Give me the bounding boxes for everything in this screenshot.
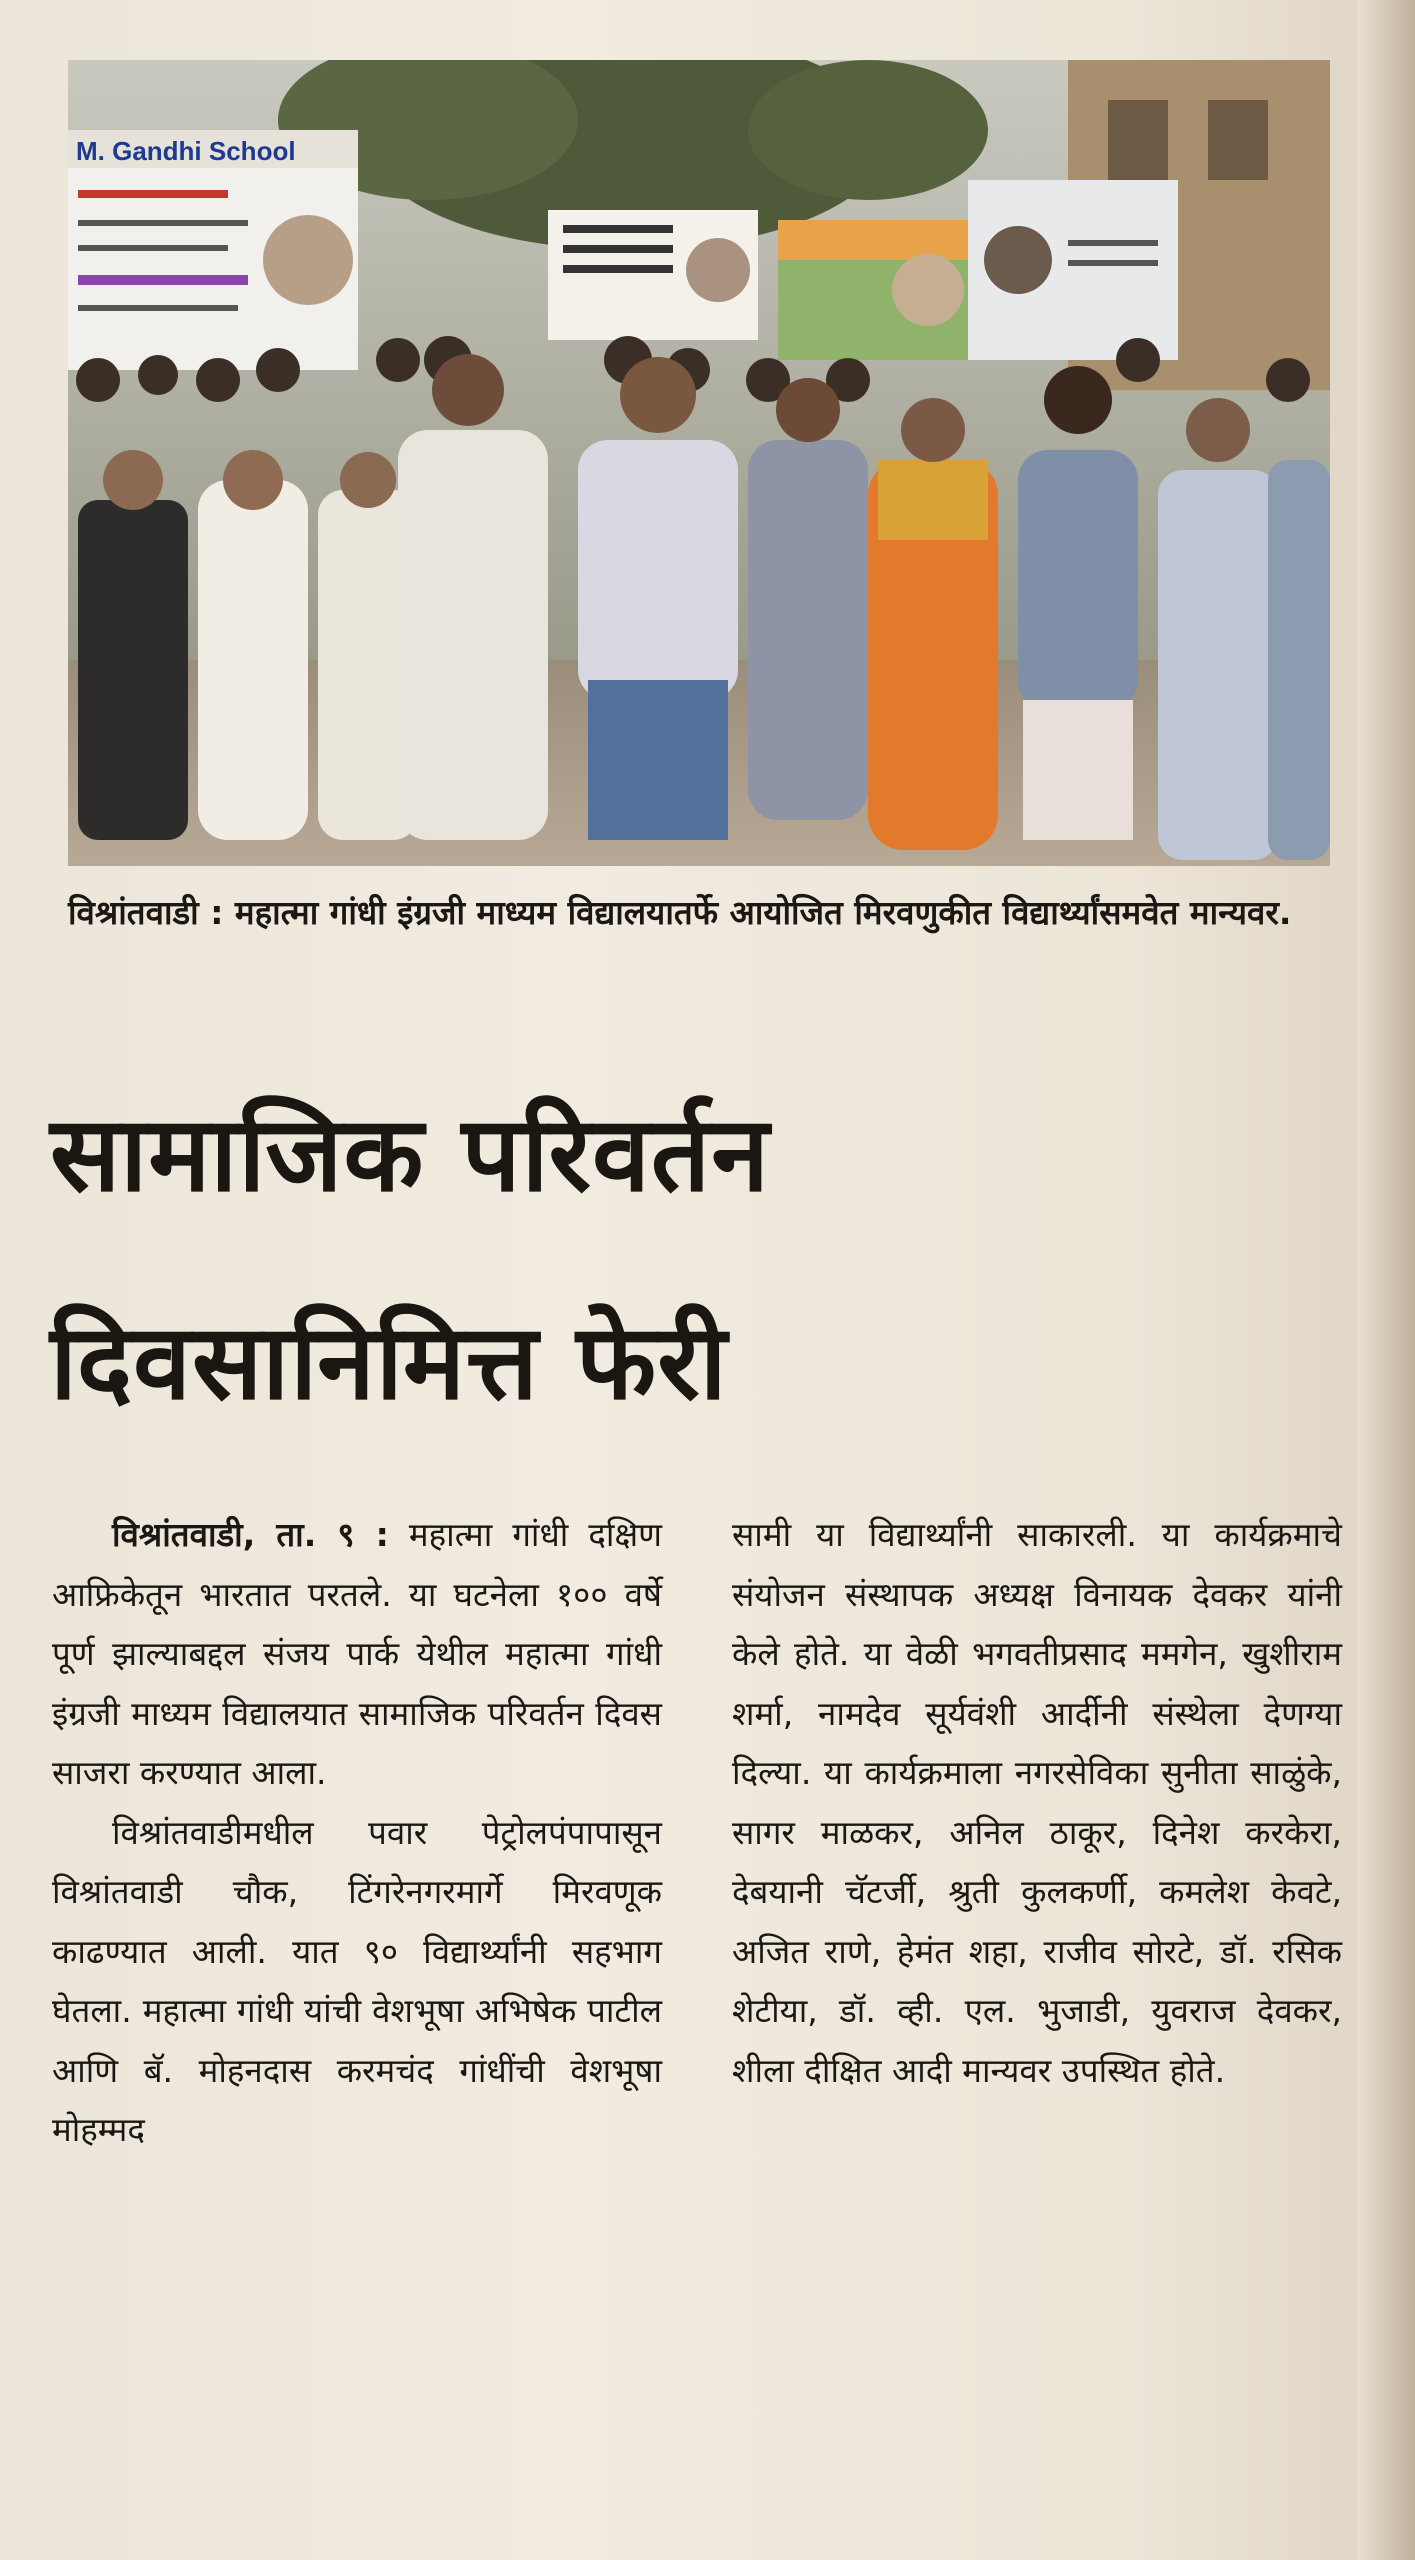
article-column-right: [732, 1505, 1342, 2100]
headline-line-1: सामाजिक परिवर्तन: [50, 1093, 770, 1215]
page-edge-shadow: [1357, 0, 1415, 2560]
school-banner-text: M. Gandhi School: [76, 136, 296, 166]
photo-caption: विश्रांतवाडी : महात्मा गांधी इंग्रजी माध्यम विद्यालयातर्फे आयोजित मिरवणुकीत विद्यार्थ्यांसमवेत मान्यवर.: [68, 893, 1292, 932]
article-column-left: [52, 1505, 662, 2160]
paragraph-1-text: महात्मा गांधी दक्षिण आफ्रिकेतून भारतात परतले. या घटनेला १०० वर्षे पूर्ण झाल्याबद्दल संजय पार्क येथील महात्मा गांधी इंग्रजी माध्यम विद्यालयात सामाजिक परिवर्तन दिवस साजरा करण्यात आला.: [52, 1515, 662, 1792]
news-photo: [68, 60, 1330, 866]
procession-photo-illustration: [68, 60, 1330, 866]
headline-line-2: दिवसानिमित्त फेरी: [50, 1301, 728, 1423]
article-paragraph-2: विश्रांतवाडीमधील पवार पेट्रोलपंपापासून विश्रांतवाडी चौक, टिंगरेनगरमार्गे मिरवणूक काढण्यात आली. यात ९० विद्यार्थ्यांनी सहभाग घेतला. महात्मा गांधी यांची वेशभूषा अभिषेक पाटील आणि बॅ. मोहनदास करमचंद गांधींची वेशभूषा मोहम्मद: [52, 1812, 662, 2149]
dateline: विश्रांतवाडी, ता. ९ :: [112, 1515, 389, 1554]
headline: [50, 1050, 1350, 1466]
article-paragraph-1: [52, 1505, 662, 1803]
article-paragraph-2-continued: सामी या विद्यार्थ्यांनी साकारली. या कार्यक्रमाचे संयोजन संस्थापक अध्यक्ष विनायक देवकर यांनी केले होते. या वेळी भगवतीप्रसाद ममगेन, खुशीराम शर्मा, नामदेव सूर्यवंशी आर्दीनी संस्थेला देणग्या दिल्या. या कार्यक्रमाला नगरसेविका सुनीता साळुंके, सागर माळकर, अनिल ठाकूर, दिनेश करकेरा, देबयानी चॅटर्जी, श्रुती कुलकर्णी, कमलेश केवटे, अजित राणे, हेमंत शहा, राजीव सोरटे, डॉ. रसिक शेटीया, डॉ. व्ही. एल. भुजाडी, युवराज देवकर, शीला दीक्षित आदी मान्यवर उपस्थित होते.: [732, 1515, 1342, 2090]
